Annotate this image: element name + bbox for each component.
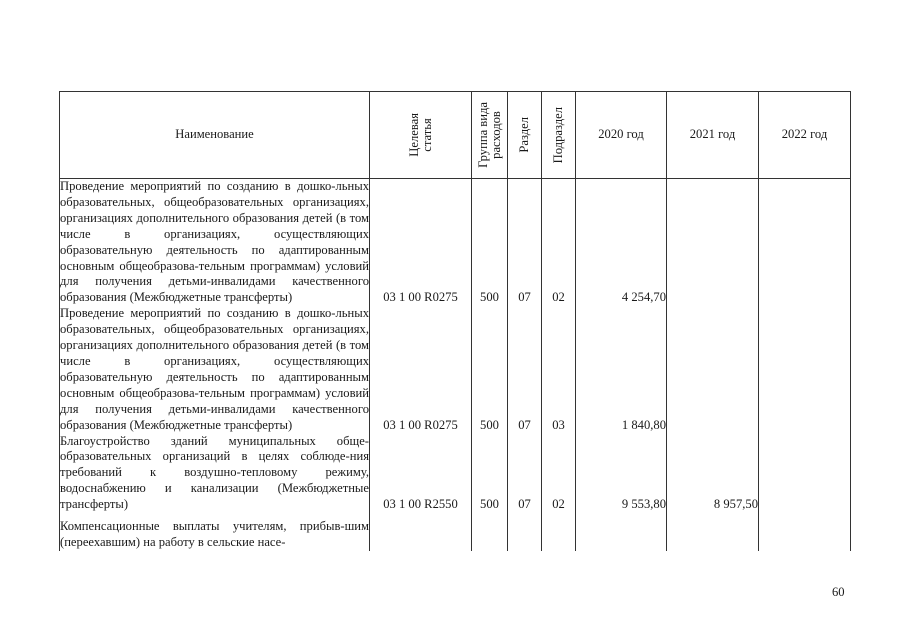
header-group — [472, 92, 508, 179]
row-section: 07 — [508, 306, 542, 433]
row-target — [370, 513, 472, 551]
table-row — [60, 513, 851, 551]
row-2021: 8 957,50 — [667, 434, 759, 514]
table-row — [60, 306, 851, 433]
row-subsection: 02 — [542, 434, 576, 514]
row-2020: 1 840,80 — [576, 306, 667, 433]
row-subsection: 03 — [542, 306, 576, 433]
row-name-text: Благоустройство зданий муниципальных обще-образовательных организаций в целях соблюде-ния требований к воздушно-тепловому режиму, водоснабжению и канализации (Межбюджетные трансферты) — [60, 433, 369, 512]
row-2021 — [667, 513, 759, 551]
row-group: 500 — [472, 179, 508, 307]
row-2022 — [759, 179, 851, 307]
header-subsection — [542, 92, 576, 179]
row-section: 07 — [508, 179, 542, 307]
row-name — [60, 434, 370, 514]
row-subsection — [542, 513, 576, 551]
row-2020: 4 254,70 — [576, 179, 667, 307]
row-target: 03 1 00 R2550 — [370, 434, 472, 514]
row-group — [472, 513, 508, 551]
row-group: 500 — [472, 434, 508, 514]
header-section — [508, 92, 542, 179]
table-row — [60, 179, 851, 307]
header-row — [60, 92, 851, 179]
row-name — [60, 179, 370, 307]
row-group: 500 — [472, 306, 508, 433]
row-name-text: Компенсационные выплаты учителям, прибыв-шим (переехавшим) на работу в сельские насе- — [60, 519, 369, 550]
header-2020: 2020 год — [576, 92, 667, 179]
header-group-label: Группа вида расходов — [475, 102, 503, 168]
budget-table — [59, 91, 851, 551]
row-2020: 9 553,80 — [576, 434, 667, 514]
row-subsection: 02 — [542, 179, 576, 307]
row-name-text: Проведение мероприятий по созданию в дошко-льных образовательных, общеобразовательных организациях, организациях дополнительного образования детей (в том числе в организациях, осуществляющих образовательную деятельность по адаптированным основным общеобразова-тельным программам) условий для получения детьми-инвалидами качественного образования (Межбюджетные трансферты) — [60, 179, 369, 305]
header-target-label: Целевая статья — [406, 113, 434, 157]
row-name — [60, 306, 370, 433]
row-2022 — [759, 513, 851, 551]
header-2021: 2021 год — [667, 92, 759, 179]
table-row — [60, 434, 851, 514]
page-number: 60 — [832, 585, 845, 599]
row-2021 — [667, 179, 759, 307]
header-name: Наименование — [60, 92, 370, 179]
row-section — [508, 513, 542, 551]
row-section: 07 — [508, 434, 542, 514]
row-2022 — [759, 306, 851, 433]
row-target: 03 1 00 R0275 — [370, 306, 472, 433]
row-name — [60, 513, 370, 551]
row-2022 — [759, 434, 851, 514]
header-target — [370, 92, 472, 179]
header-subsection-label: Подраздел — [551, 106, 565, 164]
header-section-label: Раздел — [517, 117, 531, 153]
row-2020 — [576, 513, 667, 551]
row-name-text: Проведение мероприятий по созданию в дошко-льных образовательных, общеобразовательных организациях, организациях дополнительного образования детей (в том числе в организациях, осуществляющих образовательную деятельность по адаптированным основным общеобразова-тельным программам) условий для получения детьми-инвалидами качественного образования (Межбюджетные трансферты) — [60, 306, 369, 432]
row-2021 — [667, 306, 759, 433]
row-target: 03 1 00 R0275 — [370, 179, 472, 307]
header-2022: 2022 год — [759, 92, 851, 179]
